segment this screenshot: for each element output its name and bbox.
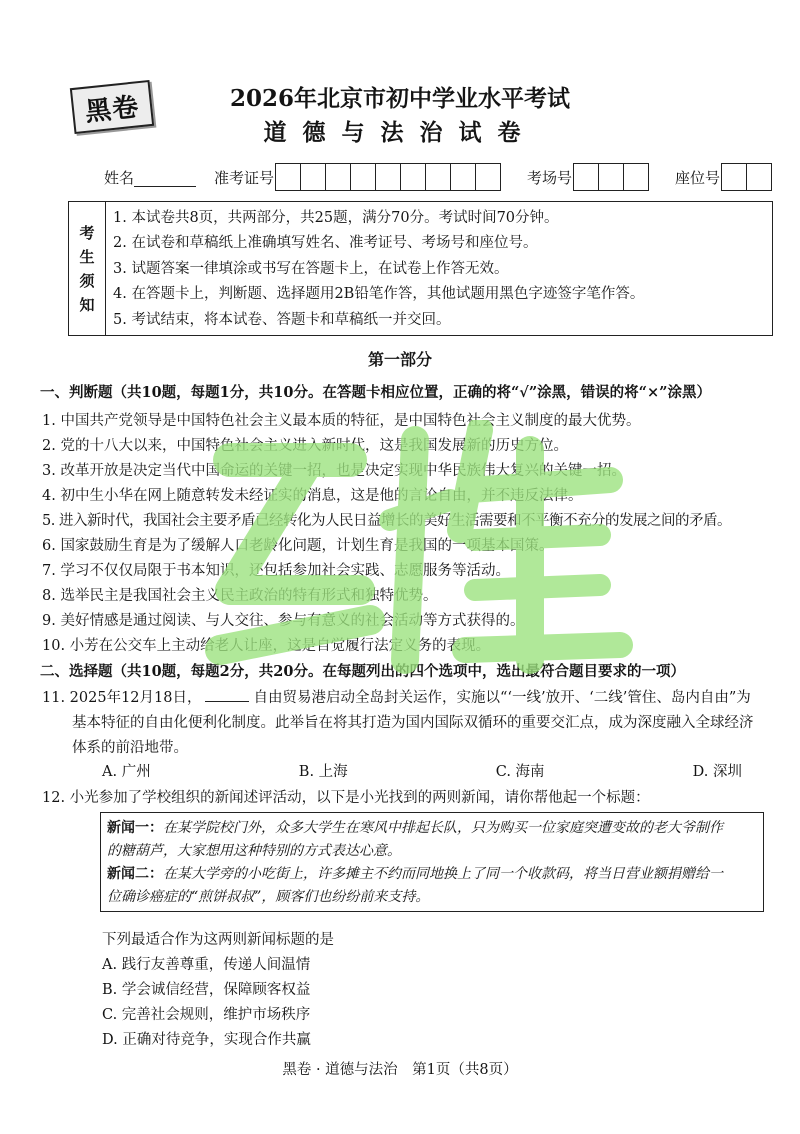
candidate-notice	[68, 201, 773, 336]
part-one-title: 第一部分	[367, 350, 432, 369]
notice-item: 4. 在答题卡上，判断题、选择题用2B铅笔作答，其他试题用黑色字迹签字笔作答。	[113, 286, 645, 303]
q12-option-d: D. 正确对待竞争，实现合作共赢	[102, 1032, 311, 1048]
q12-question: 下列最适合作为这两则新闻标题的是	[102, 932, 334, 948]
tf-question: 5. 进入新时代，我国社会主要矛盾已经转化为人民日益增长的美好生活需要和不平衡不充分的发展之间的矛盾。	[42, 513, 731, 529]
notice-item: 2. 在试卷和草稿纸上准确填写姓名、准考证号、考场号和座位号。	[113, 235, 538, 252]
notice-heading-char: 须	[79, 271, 95, 290]
notice-item: 3. 试题答案一律填涂或书写在答题卡上，在试卷上作答无效。	[113, 260, 509, 277]
q11-line1	[42, 686, 751, 707]
tf-question: 7. 学习不仅仅局限于书本知识，还包括参加社会实践、志愿服务等活动。	[42, 563, 510, 579]
page-footer: 黑卷 · 道德与法治 第1页（共8页）	[282, 1062, 518, 1078]
true-false-heading: 一、判断题（共10题，每题1分，共10分。在答题卡相应位置，正确的将“√”涂黑，错误的将“×”涂黑）	[40, 384, 711, 401]
news2-line2: 位确诊癌症的“煎饼叔叔”，顾客们也纷纷前来支持。	[107, 889, 430, 905]
news1-line1	[107, 817, 757, 840]
exam-subtitle: 道德与法治试卷	[263, 119, 537, 146]
tf-question: 1. 中国共产党领导是中国特色社会主义最本质的特征，是中国特色社会主义制度的最大优势。	[42, 413, 641, 429]
q11-option-b: B. 上海	[298, 764, 348, 780]
news1-label: 新闻一：	[107, 820, 163, 836]
notice-item: 5. 考试结束，将本试卷、答题卡和草稿纸一并交回。	[113, 311, 451, 328]
news2-text-a: 在某大学旁的小吃街上，许多摊主不约而同地换上了同一个收款码，将当日营业额捐赠给一	[163, 866, 723, 882]
news2-label: 新闻二：	[107, 866, 163, 882]
room-boxes[interactable]	[574, 163, 649, 191]
q12-stem: 12. 小光参加了学校组织的新闻述评活动，以下是小光找到的两则新闻，请你帮他起一个标题：	[42, 790, 650, 806]
notice-heading-char: 生	[79, 247, 95, 266]
tf-question: 8. 选举民主是我国社会主义民主政治的特有形式和独特优势。	[42, 588, 438, 604]
black-paper-badge: 黑卷	[70, 80, 154, 134]
multiple-choice-heading: 二、选择题（共10题，每题2分，共20分。在每题列出的四个选项中，选出最符合题目要求的一项）	[40, 663, 685, 680]
room-label: 考场号	[527, 168, 573, 187]
q11-option-c: C. 海南	[495, 764, 545, 780]
notice-list	[106, 202, 644, 335]
q12-option-a: A. 践行友善尊重，传递人间温情	[102, 957, 311, 973]
q11-rest: 自由贸易港启动全岛封关运作，实施以“‘一线’放开、‘二线’管住、岛内自由”为	[253, 690, 751, 706]
seat-label: 座位号	[675, 168, 721, 187]
q11-option-a: A. 广州	[102, 764, 151, 780]
q12-option-c: C. 完善社会规则，维护市场秩序	[102, 1007, 311, 1023]
name-label: 姓名	[104, 168, 135, 187]
exam-title: 2026年北京市初中学业水平考试	[229, 85, 570, 112]
q12-option-b: B. 学会诚信经营，保障顾客权益	[102, 982, 311, 998]
news2-line1	[107, 863, 757, 886]
notice-heading	[69, 202, 106, 335]
exam-id-boxes[interactable]	[276, 163, 501, 191]
news1-line2: 的糖葫芦，大家想用这种特别的方式表达心意。	[107, 843, 401, 859]
tf-question: 9. 美好情感是通过阅读、与人交往、参与有意义的社会活动等方式获得的。	[42, 613, 525, 629]
exam-id-label: 准考证号	[214, 168, 275, 187]
news-box	[100, 812, 764, 912]
tf-question: 6. 国家鼓励生育是为了缓解人口老龄化问题，计划生育是我国的一项基本国策。	[42, 538, 554, 554]
notice-heading-char: 考	[79, 223, 95, 242]
q11-line2: 基本特征的自由化便利化制度。此举旨在将其打造为国内国际双循环的重要交汇点，成为深度融入全球经济	[72, 715, 754, 731]
tf-question: 3. 改革开放是决定当代中国命运的关键一招，也是决定实现中华民族伟大复兴的关键一招。	[42, 463, 626, 479]
tf-question: 2. 党的十八大以来，中国特色社会主义进入新时代，这是我国发展新的历史方位。	[42, 438, 568, 454]
q11-line3: 体系的前沿地带。	[72, 740, 188, 756]
name-field[interactable]	[134, 168, 196, 187]
notice-item: 1. 本试卷共8页，共两部分，共25题，满分70分。考试时间70分钟。	[113, 210, 559, 226]
q11-prefix: 11. 2025年12月18日，	[42, 690, 202, 706]
watermark-stroke	[475, 585, 600, 590]
candidate-info-row	[104, 162, 772, 192]
tf-question: 10. 小芳在公交车上主动给老人让座，这是自觉履行法定义务的表现。	[42, 638, 491, 654]
q11-options	[102, 760, 742, 781]
tf-question: 4. 初中生小华在网上随意转发未经证实的消息，这是他的言论自由，并不违反法律。	[42, 488, 583, 504]
q11-blank	[205, 687, 249, 702]
seat-boxes[interactable]	[722, 163, 772, 191]
news1-text-a: 在某学院校门外，众多大学生在寒风中排起长队，只为购买一位家庭突遭变故的老大爷制作	[163, 820, 723, 836]
q11-option-d: D. 深圳	[692, 764, 742, 780]
notice-heading-char: 知	[79, 295, 95, 314]
